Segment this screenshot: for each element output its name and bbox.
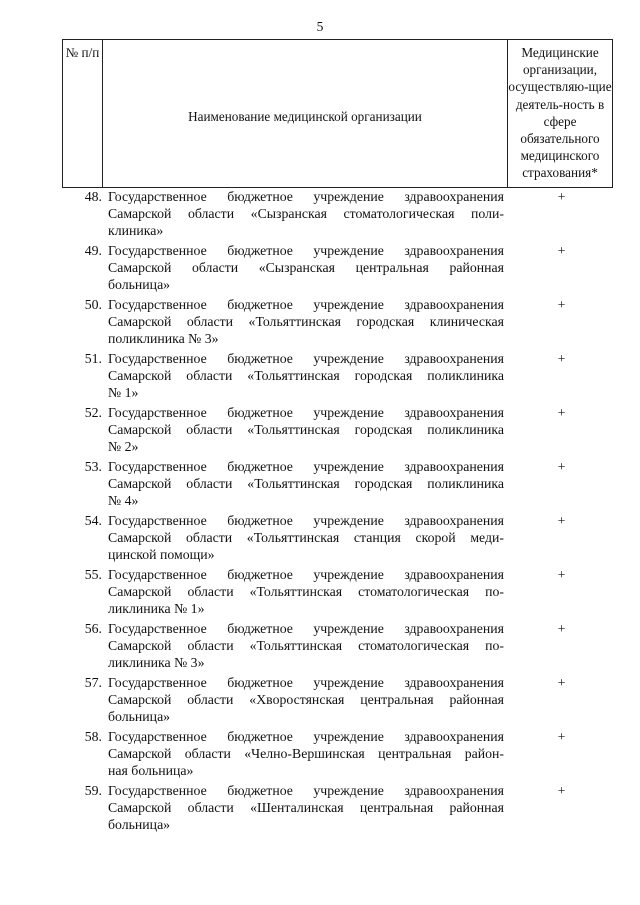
organization-name-line: Самарской области «Сызранская стоматологическая поли- xyxy=(108,206,504,221)
organization-name-line: Самарской области «Тольяттинская станция скорой меди- xyxy=(108,530,504,545)
organization-name-line: Самарской области «Тольяттинская городская поликлиника xyxy=(108,422,504,437)
oms-participation-mark: + xyxy=(557,405,566,420)
organization-name xyxy=(102,782,504,836)
organization-name-line: Государственное бюджетное учреждение здравоохранения xyxy=(108,243,504,258)
table-row xyxy=(62,296,613,350)
organization-name-line: № 4» xyxy=(108,493,139,508)
organization-name-line: Государственное бюджетное учреждение здравоохранения xyxy=(108,729,504,744)
organization-name-line: Государственное бюджетное учреждение здравоохранения xyxy=(108,675,504,690)
table-row xyxy=(62,782,613,836)
oms-participation-mark: + xyxy=(557,351,566,366)
oms-participation-mark: + xyxy=(557,729,566,744)
row-number: 48. xyxy=(84,189,102,204)
table-row xyxy=(62,188,613,242)
organization-name-line: больница» xyxy=(108,709,171,724)
header-oms-participation-column: Медицинские организации, осуществляю-щие деятель-ность в сфере обязательного медицинского страхования* xyxy=(508,45,612,181)
row-number: 56. xyxy=(84,621,102,636)
organization-name-line: Государственное бюджетное учреждение здравоохранения xyxy=(108,621,504,636)
oms-participation-mark: + xyxy=(557,297,566,312)
row-number: 55. xyxy=(84,567,102,582)
row-number: 59. xyxy=(84,783,102,798)
organization-name xyxy=(102,404,504,458)
organization-name-line: больница» xyxy=(108,277,171,292)
organization-name-line: Государственное бюджетное учреждение здравоохранения xyxy=(108,405,504,420)
table-header xyxy=(62,39,613,188)
row-number: 54. xyxy=(84,513,102,528)
row-number: 49. xyxy=(84,243,102,258)
oms-participation-mark: + xyxy=(557,459,566,474)
organization-name-line: ликлиника № 1» xyxy=(108,601,205,616)
header-number-column: № п/п xyxy=(63,40,103,187)
organization-name-line: Государственное бюджетное учреждение здравоохранения xyxy=(108,567,504,582)
oms-participation-mark: + xyxy=(557,783,566,798)
organization-name xyxy=(102,566,504,620)
organization-name xyxy=(102,512,504,566)
organization-name xyxy=(102,350,504,404)
organization-name-line: Государственное бюджетное учреждение здравоохранения xyxy=(108,351,504,366)
organization-name-line: Самарской области «Шенталинская центральная районная xyxy=(108,800,504,815)
row-number: 53. xyxy=(84,459,102,474)
oms-participation-mark: + xyxy=(557,567,566,582)
row-number: 50. xyxy=(84,297,102,312)
organization-name-line: № 1» xyxy=(108,385,139,400)
table-row xyxy=(62,620,613,674)
table-row xyxy=(62,728,613,782)
organization-name xyxy=(102,188,504,242)
oms-participation-mark: + xyxy=(557,243,566,258)
organization-name-line: ная больница» xyxy=(108,763,194,778)
organization-name-line: Государственное бюджетное учреждение здравоохранения xyxy=(108,783,504,798)
oms-participation-mark: + xyxy=(557,621,566,636)
organization-name-line: Самарской области «Хворостянская центральная районная xyxy=(108,692,504,707)
table-row xyxy=(62,674,613,728)
organization-name-line: больница» xyxy=(108,817,171,832)
organization-name-line: Самарской области «Тольяттинская городская поликлиника xyxy=(108,476,504,491)
organization-name-line: Государственное бюджетное учреждение здравоохранения xyxy=(108,513,504,528)
organization-name-line: Государственное бюджетное учреждение здравоохранения xyxy=(108,459,504,474)
table-body xyxy=(62,188,613,836)
page-number: 5 xyxy=(316,19,324,34)
table-row xyxy=(62,404,613,458)
organization-name-line: поликлиника № 3» xyxy=(108,331,219,346)
organization-name-line: Государственное бюджетное учреждение здравоохранения xyxy=(108,297,504,312)
header-organization-name-column: Наименование медицинской организации xyxy=(103,40,508,187)
organization-name-line: Самарской области «Сызранская центральная районная xyxy=(108,260,504,275)
oms-participation-mark: + xyxy=(557,675,566,690)
organization-name-line: Самарской области «Челно-Вершинская центральная район- xyxy=(108,746,504,761)
organization-name-line: Самарской области «Тольяттинская городская поликлиника xyxy=(108,368,504,383)
organization-name xyxy=(102,242,504,296)
organization-name-line: № 2» xyxy=(108,439,139,454)
organization-name xyxy=(102,458,504,512)
organization-name-line: клиника» xyxy=(108,223,164,238)
organization-name xyxy=(102,674,504,728)
table-row xyxy=(62,458,613,512)
row-number: 58. xyxy=(84,729,102,744)
organization-name-line: ликлиника № 3» xyxy=(108,655,205,670)
row-number: 51. xyxy=(84,351,102,366)
table-row xyxy=(62,566,613,620)
organization-name xyxy=(102,728,504,782)
table-row xyxy=(62,512,613,566)
oms-participation-mark: + xyxy=(557,189,566,204)
row-number: 52. xyxy=(84,405,102,420)
organization-name xyxy=(102,620,504,674)
organization-name-line: Государственное бюджетное учреждение здравоохранения xyxy=(108,189,504,204)
table-row xyxy=(62,242,613,296)
row-number: 57. xyxy=(84,675,102,690)
organization-name-line: Самарской области «Тольяттинская стоматологическая по- xyxy=(108,638,504,653)
organization-name-line: Самарской области «Тольяттинская городская клиническая xyxy=(108,314,504,329)
organization-name-line: Самарской области «Тольяттинская стоматологическая по- xyxy=(108,584,504,599)
organization-name-line: цинской помощи» xyxy=(108,547,215,562)
table-row xyxy=(62,350,613,404)
oms-participation-mark: + xyxy=(557,513,566,528)
organization-name xyxy=(102,296,504,350)
